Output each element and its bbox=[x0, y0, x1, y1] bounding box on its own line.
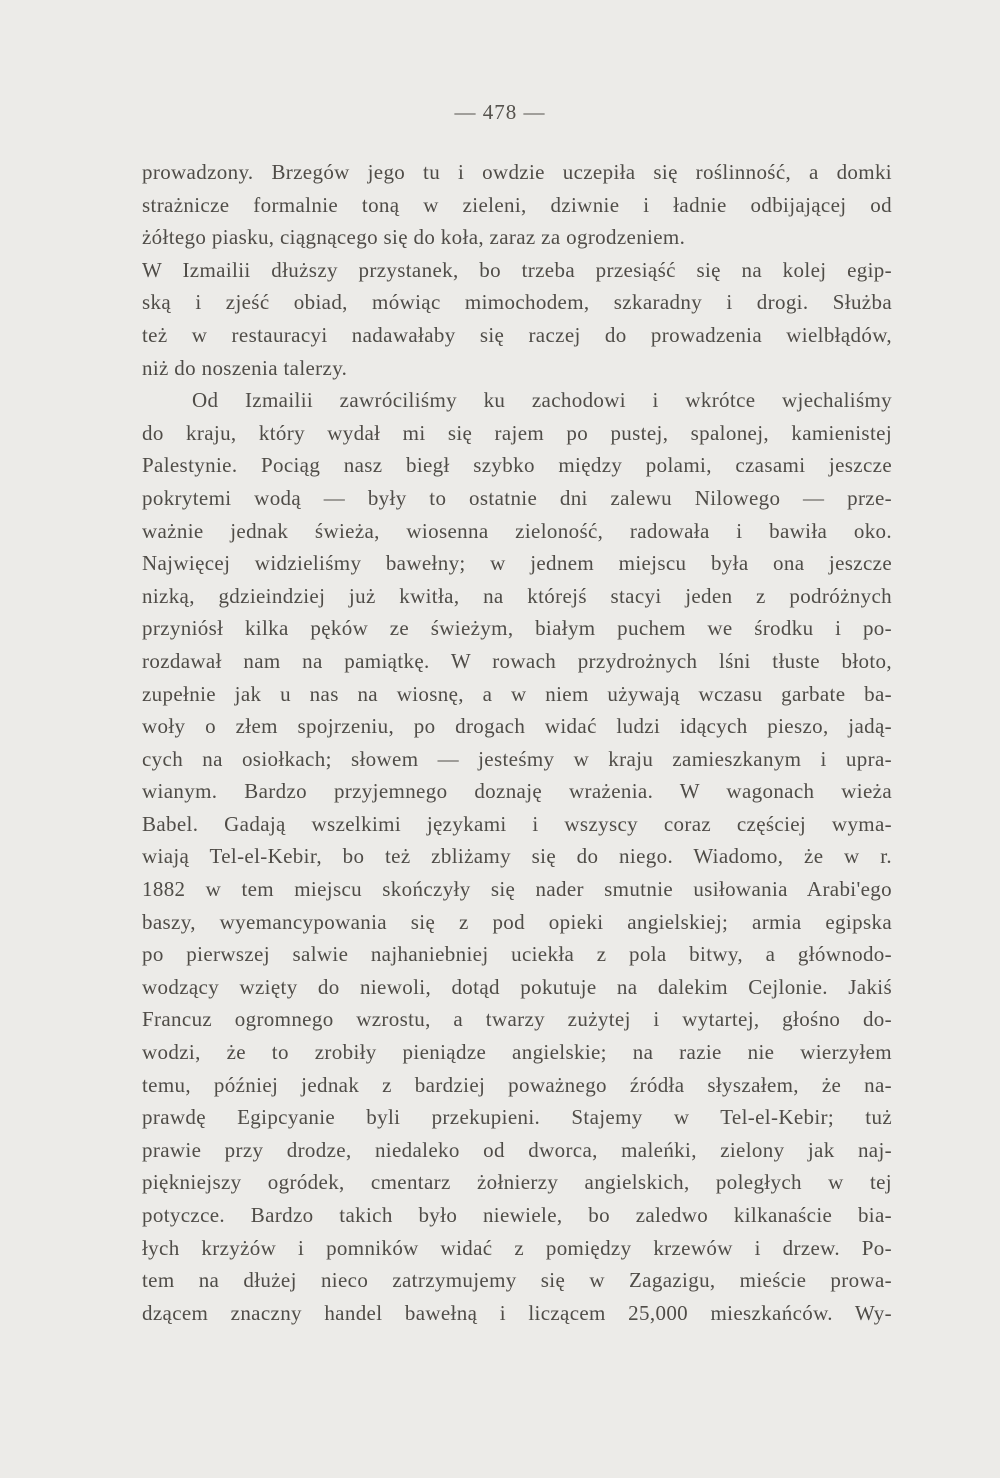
text-line: wodzący wzięty do niewoli, dotąd pokutuje na dalekim Cejlonie. Jakiś bbox=[142, 974, 892, 999]
text-line: łych krzyżów i pomników widać z pomiędzy krzewów i drzew. Po- bbox=[142, 1235, 892, 1260]
page-number: — 478 — bbox=[454, 100, 546, 124]
text-line: cych na osiołkach; słowem — jesteśmy w kraju zamieszkanym i upra- bbox=[142, 746, 892, 771]
text-line: Palestynie. Pociąg nasz biegł szybko między polami, czasami jeszcze bbox=[142, 453, 892, 478]
text-line: Babel. Gadają wszelkimi językami i wszyscy coraz częściej wyma- bbox=[142, 811, 892, 836]
text-line: dzącem znaczny handel bawełną i liczącem 25,000 mieszkańców. Wy- bbox=[142, 1300, 892, 1325]
text-line: do kraju, który wydał mi się rajem po pustej, spalonej, kamienistej bbox=[142, 420, 892, 445]
text-line: po pierwszej salwie najhaniebniej uciekła z pola bitwy, a głównodo- bbox=[142, 942, 892, 967]
text-line: potyczce. Bardzo takich było niewiele, bo zaledwo kilkanaście bia- bbox=[142, 1203, 892, 1227]
body-text bbox=[142, 156, 892, 1329]
text-line: Od Izmailii zawróciliśmy ku zachodowi i wkrótce wjechaliśmy bbox=[192, 388, 892, 413]
text-line: niż do noszenia talerzy. bbox=[142, 355, 348, 380]
text-line: prawie przy drodze, niedaleko od dworca, maleńki, zielony jak naj- bbox=[142, 1137, 892, 1162]
text-line: strażnicze formalnie toną w zieleni, dziwnie i ładnie odbijającej od bbox=[142, 192, 892, 217]
text-line: 1882 w tem miejscu skończyły się nader smutnie usiłowania Arabi'ego bbox=[142, 877, 892, 902]
text-line: pokrytemi wodą — były to ostatnie dni zalewu Nilowego — prze- bbox=[142, 485, 892, 510]
text-line: rozdawał nam na pamiątkę. W rowach przydrożnych lśni tłuste błoto, bbox=[142, 648, 892, 673]
text-line: piękniejszy ogródek, cmentarz żołnierzy angielskich, poległych w tej bbox=[142, 1170, 892, 1195]
text-line: wiają Tel-el-Kebir, bo też zbliżamy się do niego. Wiadomo, że w r. bbox=[142, 844, 892, 869]
text-line: woły o złem spojrzeniu, po drogach widać ludzi idących pieszo, jadą- bbox=[142, 714, 892, 739]
text-line: zupełnie jak u nas na wiosnę, a w niem używają wczasu garbate ba- bbox=[142, 681, 892, 706]
text-line: też w restauracyi nadawałaby się raczej do prowadzenia wielbłądów, bbox=[142, 322, 892, 347]
text-line: nizką, gdzieindziej już kwitła, na którejś stacyi jeden z podróżnych bbox=[142, 583, 892, 608]
text-line: prowadzony. Brzegów jego tu i owdzie uczepiła się roślinność, a domki bbox=[142, 160, 892, 184]
text-line: Najwięcej widzieliśmy bawełny; w jednem miejscu była ona jeszcze bbox=[142, 551, 892, 576]
text-line: temu, później jednak z bardziej poważnego źródła słyszałem, że na- bbox=[142, 1072, 892, 1097]
text-line: baszy, wyemancypowania się z pod opieki angielskiej; armia egipska bbox=[142, 909, 892, 934]
text-line: przyniósł kilka pęków ze świeżym, białym puchem we środku i po- bbox=[142, 616, 892, 641]
text-line: ską i zjeść obiad, mówiąc mimochodem, szkaradny i drogi. Służba bbox=[142, 290, 892, 315]
text-line: W Izmailii dłuższy przystanek, bo trzeba przesiąść się na kolej egip- bbox=[142, 257, 892, 282]
text-line: prawdę Egipcyanie byli przekupieni. Stajemy w Tel-el-Kebir; tuż bbox=[142, 1105, 892, 1130]
text-line: ważnie jednak świeża, wiosenna zieloność, radowała i bawiła oko. bbox=[142, 518, 892, 543]
text-line: wianym. Bardzo przyjemnego doznaję wrażenia. W wagonach wieża bbox=[142, 779, 892, 804]
text-line: żółtego piasku, ciągnącego się do koła, zaraz za ogrodzeniem. bbox=[142, 225, 686, 250]
text-line: tem na dłużej nieco zatrzymujemy się w Zagazigu, mieście prowa- bbox=[142, 1268, 892, 1293]
text-line: wodzi, że to zrobiły pieniądze angielskie; na razie nie wierzyłem bbox=[142, 1040, 892, 1065]
text-line: Francuz ogromnego wzrostu, a twarzy zużytej i wytartej, głośno do- bbox=[142, 1007, 892, 1032]
